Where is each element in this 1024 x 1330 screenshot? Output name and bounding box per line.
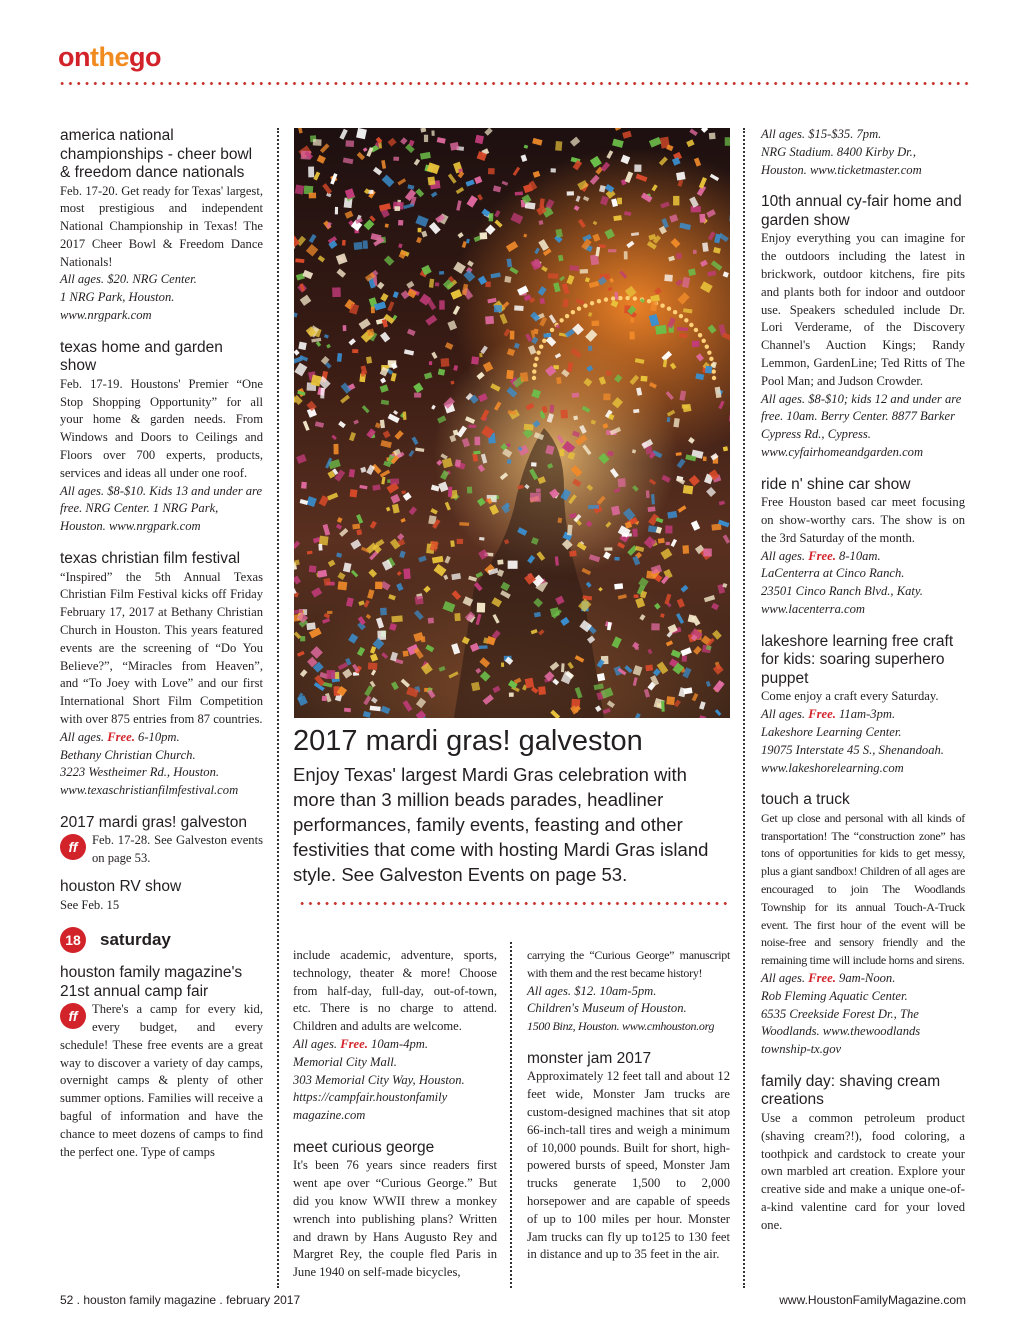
event-body: include academic, adventure, sports, technology, theater & more! Choose from half-day, full-day, out-of-town, etc. There is no charge to attend. Children and adults are welcome. (293, 948, 497, 1034)
event-body: There's a camp for every kid, every budget, and every schedule! These free events are a great way to discover a variety of day camps, overnight camps & plenty of other summer options. Families will receive a bagful of information and have the chance to meet dozens of camps to find the perfect one. Type of camps (60, 1002, 263, 1159)
event-title: texas christian film festival (60, 550, 241, 568)
confetti-illustration (294, 128, 730, 718)
event-info (761, 970, 965, 988)
event-venue: Children's Museum of Houston. (527, 1001, 687, 1016)
section-logo (58, 42, 161, 73)
event-address: 23501 Cinco Ranch Blvd., Katy. (761, 584, 923, 599)
feature-rule (298, 902, 730, 905)
event-url[interactable]: www.lakeshorelearning.com (761, 760, 904, 775)
event-body: Enjoy everything you can imagine for the outdoors including the latest in brickwork, outdoor kitchens, fire pits and plants both for indoor and outdoor use. Speakers scheduled include Dr. Lori Verderame, of the Discovery Channel's Auction Kings; Randy Lemmon, GardenLine; Ted Ritts of The Pool Man; and Judson Crowder. (761, 231, 965, 388)
event-info (761, 706, 965, 724)
event-url[interactable]: www.lacenterra.com (761, 602, 866, 617)
event-venue: Bethany Christian Church. (60, 747, 196, 762)
feature-body: Enjoy Texas' largest Mardi Gras celebration with more than 3 million beads parades, headliner performances, family events, feasting and other festivities that come with hosting Mardi Gras island style. See Galveston Events on page 53. (293, 764, 709, 885)
event-venue: Memorial City Mall. (293, 1054, 397, 1069)
ff-badge-icon: ff (60, 834, 86, 860)
event-venue: Lakeshore Learning Center. (761, 724, 902, 739)
event-info: All ages. $12. 10am-5pm. (527, 983, 657, 998)
column-4 (761, 126, 965, 1235)
event-body: Free Houston based car meet focusing on show-worthy cars. The show is on the 3rd Saturday of the month. (761, 495, 965, 545)
event-venue: Rob Fleming Aquatic Center. (761, 988, 908, 1003)
event-info: All ages. $15-$35. 7pm. (761, 127, 882, 141)
info-prefix: All ages. (60, 729, 105, 744)
event-title: monster jam 2017 (527, 1049, 652, 1067)
column-divider-3 (743, 128, 745, 1288)
event-title: lakeshore learning free craft for kids: soaring superhero puppet (761, 632, 954, 687)
logo-the: the (90, 42, 129, 72)
day-label: saturday (100, 930, 171, 950)
logo-go: go (129, 42, 161, 72)
free-label: Free. (808, 707, 836, 722)
event-body: “Inspired” the 5th Annual Texas Christian Film Festival kicks off Friday February 17, 2017 at Bethany Christian Church in Houston. This years featured events are the screening of “Do You Believe?”, “Miracles from Heaven”, and “To Joey with Love” and our first International Short Film Competition with over 875 entries from 87 countries. (60, 569, 263, 726)
event-title: america national championships - cheer bowl & freedom dance nationals (60, 127, 253, 181)
info-prefix: All ages. (761, 707, 806, 722)
event-url[interactable]: https://campfair.houstonfamily magazine.com (293, 1090, 448, 1123)
event-body: It's been 76 years since readers first went ape over “Curious George.” But did you know WWII threw a monkey wrench into publishing plans? Written and drawn by Hans Augusto Rey and Margret Rey, the couple fled Paris in June 1940 on self-made bicycles, (293, 1158, 497, 1280)
event-body: carrying the “Curious George” manuscript with them and the rest became history! (527, 948, 730, 980)
day-number-badge: 18 (60, 927, 86, 953)
event-body: Feb. 17-28. See Galveston events on page 53. (92, 833, 263, 866)
event-info: All ages. $8-$10; kids 12 and under are free. 10am. Berry Center. 8877 Barker Cypress Rd., Cypress. www.cyfairhomeandgarden.com (761, 391, 962, 459)
event-title: texas home and garden show (60, 338, 223, 375)
event-body: Come enjoy a craft every Saturday. (761, 689, 939, 704)
event-title: houston family magazine's 21st annual camp fair (60, 964, 243, 1000)
event-venue: LaCenterra at Cinco Ranch. (761, 566, 905, 581)
info-time: 11am-3pm. (839, 707, 896, 722)
event-info (761, 548, 965, 566)
event-address: 303 Memorial City Way, Houston. (293, 1072, 465, 1087)
column-3 (527, 947, 730, 1264)
footer-left: 52 . houston family magazine . february 2017 (60, 1293, 301, 1307)
day-header (60, 926, 263, 954)
event-body: Use a common petroleum product (shaving cream?!), food coloring, a toothpick and cardstock to create your own marbled art creation. Explore your creative side and make a unique one-of-a-kind valentine card for your loved one. (761, 1110, 965, 1232)
event-info (293, 1036, 497, 1054)
event-address: 6535 Creekside Forest Dr., The Woodlands. www.thewoodlands township-tx.gov (761, 1006, 921, 1057)
event-info: All ages. $20. NRG Center. (60, 272, 197, 287)
event-body: Feb. 17-19. Houstons' Premier “One Stop Shopping Opportunity” for all your home & garden needs. From Windows and Doors to Ceilings and Floors over 700 experts, products, services and ideas all under one roof. (60, 376, 263, 480)
column-divider-1 (277, 128, 279, 1288)
event-venue: NRG Stadium. 8400 Kirby Dr., (761, 144, 916, 159)
event-body: Get up close and personal with all kinds of transportation! The “construction zone” has tons of opportunities for kids to get messy, plus a giant sandbox! Children of all ages are encouraged to join The Woodlands Township for its annual Touch-A-Truck event. The first hour of the event will be noise-free and sensory friendly and the remaining time will include horns and sirens. (761, 810, 965, 968)
info-prefix: All ages. (293, 1036, 338, 1051)
event-title: meet curious george (293, 1138, 435, 1156)
event-url[interactable]: www.nrgpark.com (60, 308, 152, 323)
event-info: All ages. $8-$10. Kids 13 and under are free. NRG Center. 1 NRG Park, Houston. www.nrgpark.com (60, 483, 263, 534)
event-address: 19075 Interstate 45 S., Shenandoah. (761, 742, 944, 757)
event-title: touch a truck (761, 791, 850, 809)
logo-on: on (58, 42, 90, 72)
info-prefix: All ages. (761, 970, 806, 985)
event-body: Feb. 17-20. Get ready for Texas' largest, most prestigious and independent National Championship in Texas! The 2017 Cheer Bowl & Freedom Dance Nationals! (60, 183, 263, 269)
event-url[interactable]: Houston. www.ticketmaster.com (761, 162, 922, 177)
info-time: 10am-4pm. (371, 1036, 429, 1051)
footer-right[interactable]: www.HoustonFamilyMagazine.com (779, 1293, 966, 1307)
event-address: 1 NRG Park, Houston. (60, 290, 175, 305)
free-label: Free. (808, 548, 836, 563)
event-title: family day: shaving cream creations (761, 1072, 941, 1109)
event-title: ride n' shine car show (761, 475, 911, 493)
event-body: Approximately 12 feet tall and about 12 feet wide, Monster Jam trucks are custom-designed machines that sit atop 66-inch-tall tires and weigh a minimum of 10,000 pounds. Built for short, high-powered bursts of speed, Monster Jam trucks generate 1,500 to 2,000 horsepower and are capable of speeds of up to 100 miles per hour. Monster Jam trucks can fly up to125 to 130 feet in distance and up to 35 feet in the air. (527, 1069, 730, 1262)
free-label: Free. (107, 729, 135, 744)
event-info (60, 729, 263, 747)
event-title: houston RV show (60, 878, 182, 895)
event-body: See Feb. 15 (60, 897, 120, 912)
column-divider-2 (510, 942, 512, 1288)
info-time: 6-10pm. (138, 729, 180, 744)
column-2 (293, 947, 497, 1282)
event-title: 10th annual cy-fair home and garden show (761, 193, 962, 229)
event-address: 3223 Westheimer Rd., Houston. (60, 765, 220, 780)
ff-badge-icon: ff (60, 1003, 86, 1029)
free-label: Free. (340, 1036, 368, 1051)
info-time: 8-10am. (839, 548, 881, 563)
feature-title: 2017 mardi gras! galveston (293, 725, 643, 757)
header-rule (58, 82, 970, 85)
mardi-gras-photo (294, 128, 730, 718)
free-label: Free. (808, 970, 836, 985)
info-time: 9am-Noon. (839, 970, 896, 985)
info-prefix: All ages. (761, 548, 806, 563)
event-address: 1500 Binz, Houston. www.cmhouston.org (527, 1019, 715, 1034)
event-title: 2017 mardi gras! galveston (60, 813, 247, 831)
column-1 (60, 127, 263, 1161)
event-url[interactable]: www.texaschristianfilmfestival.com (60, 783, 239, 798)
